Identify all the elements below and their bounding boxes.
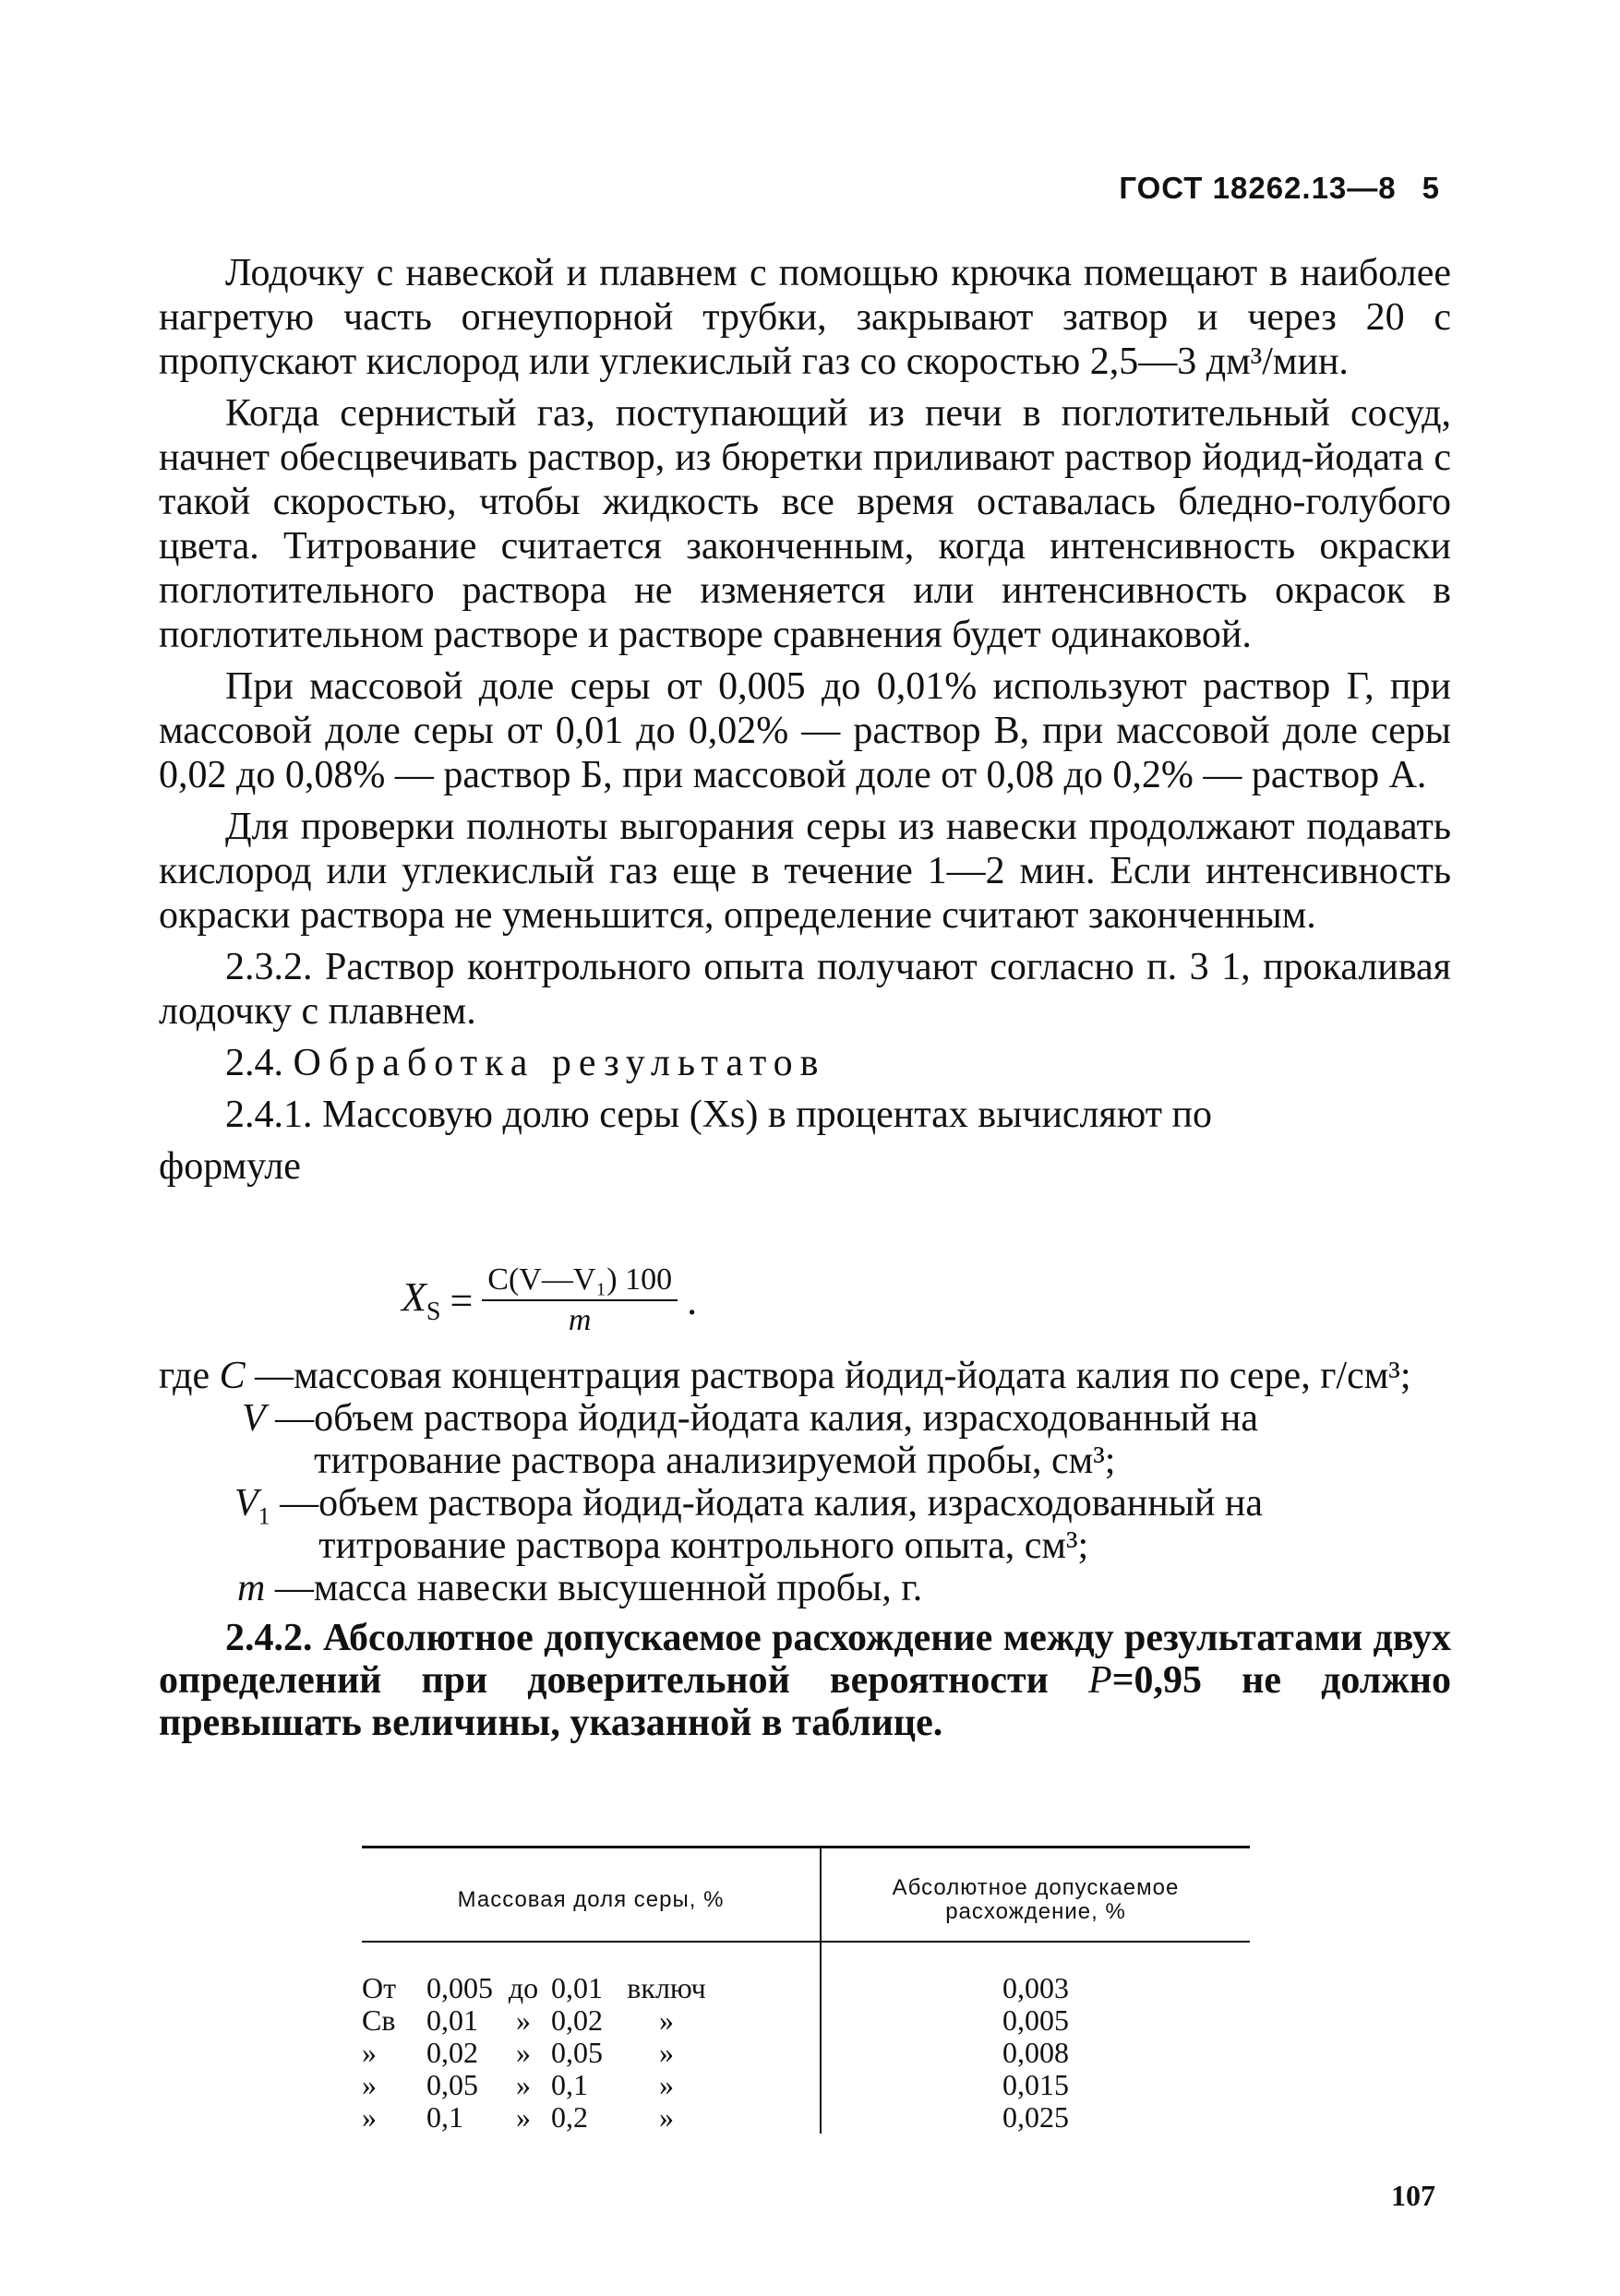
table-header-tolerance: Абсолютное допускаемое расхождение, % [892, 1875, 1180, 1924]
gost-designation: ГОСТ 18262.13—8 [1119, 171, 1397, 205]
section-title: Обработка результатов [293, 1042, 826, 1084]
main-text [159, 251, 1451, 1196]
paragraph-solution-choice: При массовой доле серы от 0,005 до 0,01% используют раствор Г, при массовой доле серы от 0,01 до 0,02% — раствор В, при массовой доле серы 0,02 до 0,08% — раствор Б, при массовой доле от 0,08 до 0,2% — раствор А. [159, 665, 1451, 796]
running-header [1119, 171, 1440, 206]
formula-period: . [687, 1277, 698, 1323]
section-number: 2.4. [225, 1042, 283, 1084]
table-row: » 0,05 » 0,1 » 0,015 [362, 2068, 1069, 2101]
table-row: » 0,1 » 0,2 » 0,025 [362, 2100, 1069, 2134]
formula-fraction [482, 1262, 678, 1338]
formula-equals: = [450, 1277, 474, 1323]
paragraph-2-3-2: 2.3.2. Раствор контрольного опыта получают согласно п. 3 1, прокаливая лодочку с плавнем. [159, 946, 1451, 1033]
table-row: Св 0,01 » 0,02 » 0,005 [362, 2003, 1069, 2037]
formula-denominator: m [568, 1303, 592, 1337]
paragraph-2-4-2: 2.4.2. Абсолютное допускаемое расхождение между результатами двух определений при доверительной вероятности P=0,95 не должно превышать величины, указанной в таблице. [159, 1617, 1452, 1744]
paragraph-completeness-check: Для проверки полноты выгорания серы из навески продолжают подавать кислород или углекислый газ еще в течение 1—2 мин. Если интенсивность окраски раствора не уменьшится, определение считают законченным. [159, 806, 1451, 937]
paragraph-titration: Когда сернистый газ, поступающий из печи в поглотительный сосуд, начнет обесцвечивать раствор, из бюретки приливают раствор йодид-йодата с такой скоростью, чтобы жидкость все время оставалась бледно-голубого цвета. Титрование считается законченным, когда интенсивность окраски поглотительного раствора не изменяется или интенсивность окрасок в поглотительном растворе и растворе сравнения будет одинаковой. [159, 392, 1451, 656]
definition-c: где C — массовая концентрация раствора йодид-йодата калия по сере, г/см³; [159, 1355, 1411, 1397]
paragraph-2-4-1: 2.4.1. Массовую долю серы (Xs) в процентах вычисляют по [225, 1094, 1212, 1136]
section-heading-2-4 [159, 1041, 1451, 1085]
table-row: От 0,005 до 0,01 включ 0,003 [362, 1971, 1069, 2004]
tolerance-table [362, 1846, 1250, 2134]
formula-lhs: $X_S$ [402, 1274, 441, 1326]
table-row: » 0,02 » 0,05 » 0,008 [362, 2036, 1069, 2069]
table-header-row [362, 1848, 1250, 1943]
table-header-sulfur-fraction: Массовая доля серы, % [362, 1848, 821, 1943]
paragraph-boat-placement: Лодочку с навеской и плавнем с помощью крючка помещают в наиболее нагретую часть огнеупорной трубки, закрывают затвор и через 20 с пропускают кислород или углекислый газ со скоростью 2,5—3 дм³/мин. [159, 252, 1451, 383]
paragraph-formula-word: формуле [159, 1145, 301, 1188]
definition-v: V — объем раствора йодид-йодата калия, израсходованный на титрование раствора анализируемой пробы, см³; [242, 1397, 1258, 1482]
sulfur-formula [402, 1262, 697, 1338]
definition-v1: $V_1$ — объем раствора йодид-йодата калия, израсходованный на титрование раствора контрольного опыта, см³; [234, 1482, 1263, 1567]
definition-m: m — масса навески высушенной пробы, г. [237, 1567, 923, 1609]
page-number: 107 [1391, 2179, 1435, 2212]
header-page-marker: 5 [1422, 171, 1440, 205]
formula-numerator: C(V—V₁) 100 [482, 1262, 678, 1301]
formula-definitions [159, 1355, 1451, 1744]
